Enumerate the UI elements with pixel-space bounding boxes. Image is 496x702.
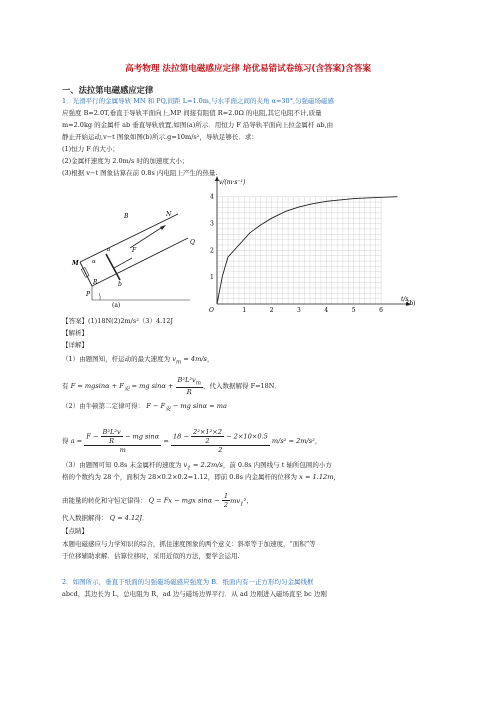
y-tick-label: 1 (210, 274, 214, 282)
y-tick-label: 3 (210, 220, 214, 228)
y-tick-label: 4 (210, 193, 214, 201)
label-F: F (132, 247, 137, 254)
label-B: B (124, 213, 129, 220)
step3-result: 代入数据解得： Q = 4.12J． (62, 514, 149, 522)
page-title: 高考物理 法拉第电磁感应定律 培优易错试卷练习(含答案)含答案 (125, 64, 371, 74)
q1-line-1: 1．光滑平行的金属导轨 MN 和 PQ,间距 L=1.0m,与水平面之间的夹角 α=30°,匀强磁场磁感 (62, 97, 335, 105)
analysis-label: 【解析】 (62, 329, 88, 337)
q1-line-4: 静止开始运动,v−t 图象如图(b)所示.g=10m/s²，导轨足够长．求： (62, 133, 258, 141)
step2-formula: 得 a = F − $\frac{\text{B²L²v}}{R}$ − mg sinα m = 18 − $\frac{\text{2²×1²×2}}{2}$ − 2×10×0.5 2 m/s² = 2m/s²， (62, 428, 322, 454)
label-a: a (107, 247, 111, 253)
q2-line-1: 2．如图所示，垂直于纸面的匀强磁场磁感应强度为 B．纸面内有一正方形均匀金属线框 (62, 578, 314, 586)
x-axis-label: t/s (401, 296, 409, 303)
origin-label: O (209, 307, 214, 314)
q1-sub-1: (1)恒力 F 的大小； (62, 145, 119, 153)
q1-line-2: 应强度 B=2.0T,垂直于导轨平面向上,MP 间接有阻值 R=2.0Ω 的电阻,其它电阻不计,质量 (62, 109, 322, 117)
figure-a-caption: (a) (112, 302, 121, 309)
step3-line-1: （3）由题图可知 0.8s 末金属杆的速度为 $v_1 = 2.2m/s$，前 0.8s 内图线与 t 轴所包围的小方 (62, 461, 332, 472)
label-M: M (72, 260, 79, 267)
q1-sub-2: (2)金属杆速度为 2.0m/s 时的加速度大小； (62, 157, 189, 165)
step3-line-3: 由能量的转化和守恒定律得： Q = Fx − mgx sinα − $\frac{1}{2}$ $mv_1^2$， (62, 492, 253, 509)
x-tick-label: 1 (242, 307, 247, 314)
step1-line: （1）由题图知，杆运动的最大速度为 $v_m = 4m/s$， (62, 355, 214, 366)
figure-a-diagram (70, 206, 200, 310)
answer-line: 【答案】(1)18N(2)2m/s²（3）4.12J (62, 317, 174, 325)
step1-formula: 有 $F = mgsin\alpha + F_安$ = mg sinα + $\frac{B^2L^2v_m}{R}$ ，代入数据解得 F=18N． (62, 376, 281, 397)
x-tick-label: 6 (379, 307, 383, 314)
step3-line-2: 格的个数约为 28 个，面积为 28×0.2×0.2=1.12，即前 0.8s 内金属杆的位移为 x = 1.12m， (62, 473, 340, 481)
tips-line-2: 于位移辅助求解．估算位移时，采用近似的方法，要学会运用. (62, 552, 240, 560)
detail-label: 【详解】 (62, 341, 88, 349)
x-tick-label: 3 (297, 307, 301, 314)
figure-b-vt-graph (205, 176, 435, 316)
y-axis-label: v/(m·s⁻¹) (219, 179, 246, 186)
tips-line-1: 本题电磁感应与力学知识的综合，抓住速度图象的两个意义：斜率等于加速度，“面积”等 (62, 540, 316, 548)
x-tick-label: 4 (324, 307, 329, 314)
label-alpha: α (92, 259, 96, 265)
label-R: R (93, 279, 98, 286)
label-Q: Q (190, 239, 195, 246)
y-tick-label: 2 (210, 247, 214, 255)
section-heading: 一、法拉第电磁感应定律 (62, 85, 154, 95)
label-N: N (166, 211, 172, 218)
step2-line: （2）由牛顿第二定律可得： $F - F_安$ − mg sinα = ma (62, 402, 227, 413)
label-P: P (86, 291, 91, 298)
q1-line-3: m=2.0kg 的金属杆 ab 垂直导轨放置,如图(a)所示．用恒力 F 沿导轨平面向上拉金属杆 ab,由 (62, 121, 334, 129)
x-tick-label: 2 (269, 307, 274, 314)
label-b: b (118, 281, 122, 288)
x-tick-label: 5 (351, 307, 356, 314)
q1-sub-3: (3)根据 v−t 图象估算在前 0.8s 内电阻上产生的热量. (62, 169, 218, 177)
tips-label: 【点睛】 (62, 527, 88, 535)
figure-b-caption: (b) (407, 300, 416, 307)
q2-line-2: abcd，其边长为 L，总电阻为 R，ad 边与磁场边界平行．从 ad 边刚进入磁场直至 bc 边刚 (62, 590, 327, 598)
